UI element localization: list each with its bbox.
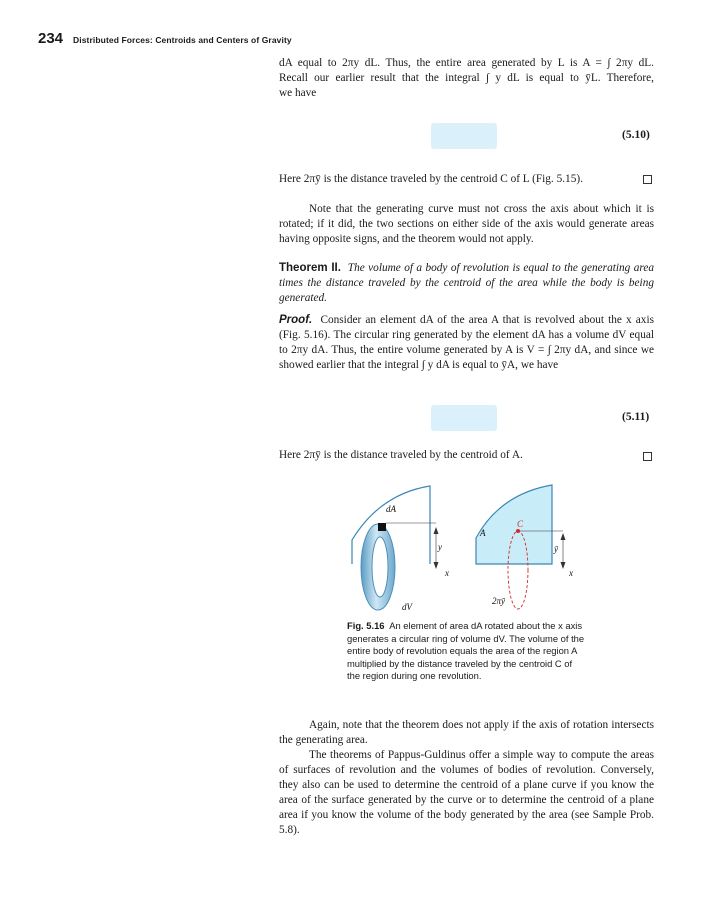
region-A — [476, 485, 552, 564]
paragraph-distance-L: Here 2πȳ is the distance traveled by the centroid C of L (Fig. 5.15). — [279, 173, 583, 185]
paragraph-axis-note: Again, note that the theorem does not apply if the axis of rotation intersects the generating area. — [279, 719, 654, 746]
label-dV: dV — [402, 602, 412, 612]
caption-text: An element of area dA rotated about the x axis generates a circular ring of volume dV. The volume of the entire body of revolution equals the area of the region A multiplied by the distance traveled by the centroid C of the region during one revolution. — [347, 620, 585, 681]
equation-number-5-10: (5.10) — [622, 129, 650, 141]
page-number: 234 — [38, 30, 64, 47]
equation-number-5-11: (5.11) — [622, 411, 650, 423]
ring-hole — [372, 537, 388, 597]
running-header — [38, 30, 292, 47]
paragraph-intro-line2: Recall our earlier result that the integral ∫ y dL is equal to ȳL. Therefore, — [279, 72, 654, 84]
label-dA: dA — [386, 504, 396, 514]
ybar-arrow-down-icon — [561, 562, 566, 569]
qed-square-icon-2 — [643, 452, 652, 461]
paragraph-intro-line3: we have — [279, 87, 317, 99]
theorem-2-statement: The volume of a body of revolution is equal to the generating area times the distance traveled by the centroid of the area while the body is being generated. — [279, 262, 655, 304]
label-ybar: ȳ — [554, 544, 558, 554]
paragraph-distance-A: Here 2πȳ is the distance traveled by the centroid of A. — [279, 449, 523, 461]
caption-label: Fig. 5.16 — [347, 620, 385, 631]
label-two-pi-ybar: 2πȳ — [492, 596, 506, 606]
ybar-arrow-up-icon — [561, 533, 566, 540]
figure-caption — [347, 620, 587, 683]
figure-5-16 — [340, 480, 590, 615]
paragraph-pappus-guldinus: The theorems of Pappus-Guldinus offer a simple way to compute the areas of surfaces of revolution and the volumes of bodies of revolution. Conversely, they also can be used to determine the centroid of a plane curve if you know the area of the surface generated by the curve or to determine the centroid of a plane area if you know the volume of the body generated by the area (see Sample Prob. 5.8). — [279, 749, 654, 836]
label-C: C — [517, 519, 524, 529]
proof-paragraph — [279, 313, 654, 373]
label-x-left: x — [445, 568, 449, 578]
paragraph-intro-line1: dA equal to 2πy dL. Thus, the entire area generated by L is A = ∫ 2πy dL. — [279, 57, 654, 69]
equation-5-11-placeholder — [431, 405, 497, 431]
centroid-C-dot — [516, 529, 520, 533]
y-arrow-down-icon — [434, 562, 439, 569]
proof-label: Proof. — [279, 314, 313, 326]
chapter-title: Distributed Forces: Centroids and Centers of Gravity — [73, 35, 292, 45]
paragraph-note-crossing: Note that the generating curve must not cross the axis about which it is rotated; if it did, the two sections on either side of the axis would generate areas having opposite signs, and the theorem would not apply. — [279, 203, 654, 245]
label-x-right: x — [569, 568, 573, 578]
y-arrow-up-icon — [434, 527, 439, 534]
theorem-2-label: Theorem II. — [279, 262, 341, 274]
qed-square-icon — [643, 175, 652, 184]
label-A: A — [480, 528, 486, 538]
paragraph-intro — [279, 56, 654, 101]
label-y: y — [438, 542, 442, 552]
theorem-2 — [279, 261, 654, 306]
element-dA-square — [378, 523, 386, 531]
equation-5-10-placeholder — [431, 123, 497, 149]
proof-text: Consider an element dA of the area A that is revolved about the x axis (Fig. 5.16). The circular ring generated by the element dA has a volume dV equal to 2πy dA. Thus, the entire volume generated by A is V = ∫ 2πy dA, and since we showed earlier that the integral ∫ y dA is equal to ȳA, we have — [279, 314, 654, 371]
